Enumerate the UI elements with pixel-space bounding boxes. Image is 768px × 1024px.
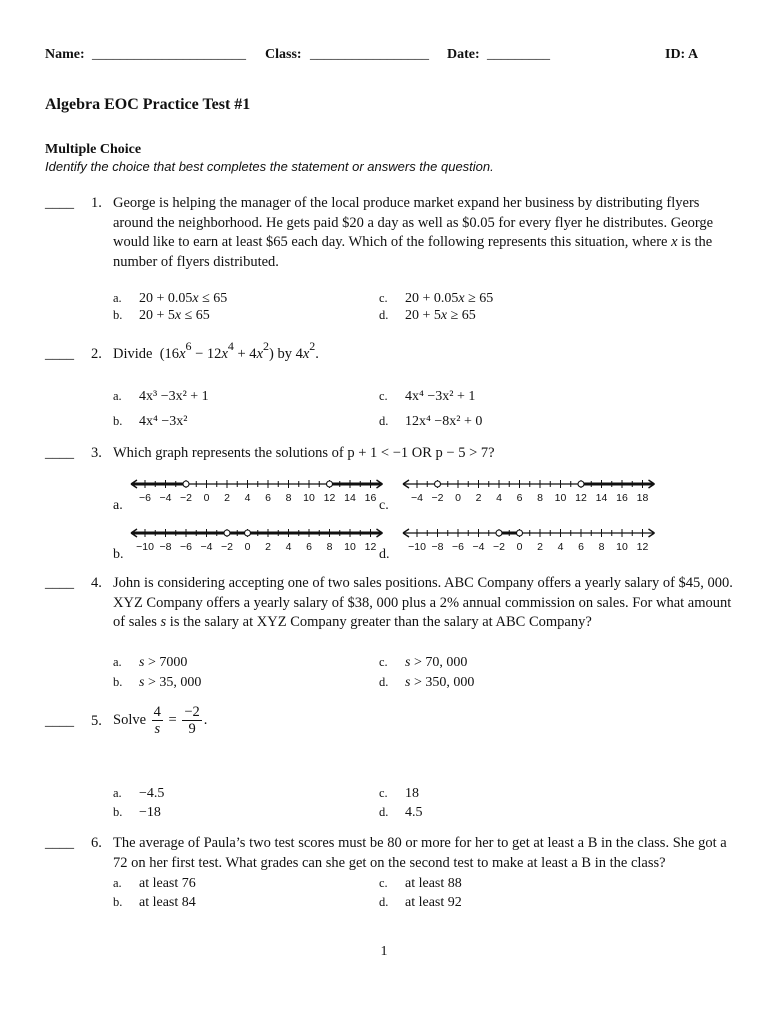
number-line-c[interactable] bbox=[399, 476, 689, 508]
tick-label: −2 bbox=[431, 492, 444, 504]
tick-label: 12 bbox=[636, 541, 649, 553]
question-stem: Which graph represents the solutions of p + 1 < −1 OR p − 5 > 7? bbox=[113, 445, 495, 461]
tick-label: 6 bbox=[306, 541, 312, 553]
tick-label: −6 bbox=[139, 492, 151, 504]
question-number: 4. bbox=[91, 575, 102, 591]
tick-label: −4 bbox=[200, 541, 213, 553]
answer-blank[interactable]: ____ bbox=[45, 445, 74, 461]
tick-label: 12 bbox=[323, 492, 336, 504]
open-point bbox=[435, 481, 441, 487]
tick-label: −8 bbox=[159, 541, 172, 553]
question-5 bbox=[45, 704, 745, 824]
fraction-lhs: $\frac{4}{s}$ bbox=[153, 704, 161, 737]
tick-label: 10 bbox=[344, 541, 356, 553]
question-6 bbox=[45, 834, 745, 914]
tick-label: 4 bbox=[496, 492, 502, 504]
tick-label: −4 bbox=[472, 541, 485, 553]
section-heading: Multiple Choice bbox=[45, 142, 142, 157]
tick-label: 8 bbox=[326, 541, 333, 553]
question-stem: George is helping the manager of the local produce market expand her business by distributing flyers around the neighborhood. He gets paid $20 a day as well as $0.05 for every flyer he distributes. George would like to earn at least $65 each day. Which of the following represents this situation, where x is the number of flyers distributed. bbox=[113, 195, 714, 270]
question-2 bbox=[45, 339, 745, 435]
choice-d-letter[interactable]: d. bbox=[379, 547, 390, 562]
question-stem: Solve $\frac{4}{s}$ = $\frac{-2}{9}$ . bbox=[113, 704, 208, 737]
tick-label: 8 bbox=[285, 492, 292, 504]
question-number: 3. bbox=[91, 445, 102, 461]
tick-label: 14 bbox=[344, 492, 356, 504]
choice-a[interactable]: a. 20 + 0.05x ≤ 65 bbox=[113, 291, 228, 306]
choice-b-letter[interactable]: b. bbox=[113, 547, 124, 562]
choice-b[interactable]: b. 4x⁴ −3x² bbox=[113, 414, 188, 429]
choice-b[interactable]: b. at least 84 bbox=[113, 895, 196, 910]
tick-label: −4 bbox=[159, 492, 172, 504]
answer-blank[interactable]: ____ bbox=[45, 713, 74, 729]
choice-b[interactable]: b. −18 bbox=[113, 805, 161, 820]
question-stem: Divide $(16x^6 - 12x^4 + 4x^2)$ by $4x^2$. bbox=[113, 339, 319, 362]
page-title: Algebra EOC Practice Test #1 bbox=[45, 96, 251, 113]
choice-a-letter[interactable]: a. bbox=[113, 498, 123, 513]
tick-label: 8 bbox=[537, 492, 543, 504]
open-point bbox=[496, 530, 502, 536]
choice-c[interactable]: c. s > 70, 000 bbox=[379, 655, 468, 670]
tick-label: −2 bbox=[180, 492, 192, 504]
choice-d[interactable]: d. 20 + 5x ≥ 65 bbox=[379, 308, 476, 323]
tick-label: 16 bbox=[616, 492, 628, 504]
tick-label: 6 bbox=[265, 492, 271, 504]
open-point bbox=[245, 530, 251, 536]
tick-label: 16 bbox=[364, 492, 377, 504]
tick-label: 10 bbox=[303, 492, 315, 504]
tick-label: 4 bbox=[244, 492, 251, 504]
choice-a[interactable]: a. −4.5 bbox=[113, 786, 165, 801]
tick-label: 2 bbox=[224, 492, 230, 504]
class-label: Class: bbox=[265, 47, 302, 62]
tick-label: −8 bbox=[431, 541, 444, 553]
date-label: Date: bbox=[447, 47, 480, 62]
answer-blank[interactable]: ____ bbox=[45, 346, 74, 362]
tick-label: 10 bbox=[554, 492, 567, 504]
open-point bbox=[517, 530, 523, 536]
tick-label: 12 bbox=[575, 492, 587, 504]
choice-a[interactable]: a. at least 76 bbox=[113, 876, 196, 891]
tick-label: 14 bbox=[595, 492, 608, 504]
choice-d[interactable]: d. 4.5 bbox=[379, 805, 423, 820]
tick-label: −10 bbox=[408, 541, 426, 553]
tick-label: 8 bbox=[598, 541, 605, 553]
tick-label: −2 bbox=[493, 541, 505, 553]
question-number: 1. bbox=[91, 195, 102, 211]
tick-label: −6 bbox=[180, 541, 192, 553]
answer-blank[interactable]: ____ bbox=[45, 575, 74, 591]
question-number: 5. bbox=[91, 713, 102, 729]
answer-blank[interactable]: ____ bbox=[45, 835, 74, 851]
name-label: Name: bbox=[45, 47, 85, 62]
tick-label: 10 bbox=[616, 541, 628, 553]
class-field[interactable]: _________________ bbox=[310, 47, 429, 62]
choice-c[interactable]: c. 18 bbox=[379, 786, 419, 801]
tick-label: 12 bbox=[364, 541, 377, 553]
choice-c[interactable]: c. 4x⁴ −3x² + 1 bbox=[379, 389, 476, 404]
date-field[interactable]: _________ bbox=[487, 47, 550, 62]
choice-c[interactable]: c. 20 + 0.05x ≥ 65 bbox=[379, 291, 494, 306]
open-point bbox=[224, 530, 230, 536]
choice-d[interactable]: d. at least 92 bbox=[379, 895, 462, 910]
choice-a[interactable]: a. s > 7000 bbox=[113, 655, 188, 670]
answer-blank[interactable]: ____ bbox=[45, 195, 74, 211]
fraction-rhs: $\frac{-2}{9}$ bbox=[184, 704, 200, 737]
question-number: 2. bbox=[91, 346, 102, 362]
question-number: 6. bbox=[91, 835, 102, 851]
tick-label: 0 bbox=[516, 541, 523, 553]
tick-label: 0 bbox=[455, 492, 461, 504]
number-line-b[interactable] bbox=[127, 525, 417, 557]
open-point bbox=[183, 481, 189, 487]
tick-label: −2 bbox=[221, 541, 233, 553]
tick-label: −6 bbox=[452, 541, 464, 553]
page-number: 1 bbox=[380, 944, 388, 959]
id-label: ID: A bbox=[665, 47, 699, 62]
tick-label: 4 bbox=[285, 541, 292, 553]
choice-d[interactable]: d. 12x⁴ −8x² + 0 bbox=[379, 414, 483, 429]
tick-label: 2 bbox=[265, 541, 271, 553]
number-line-a[interactable] bbox=[127, 476, 417, 508]
number-line-d[interactable] bbox=[399, 525, 689, 557]
tick-label: 0 bbox=[244, 541, 251, 553]
open-point bbox=[327, 481, 333, 487]
tick-label: −4 bbox=[411, 492, 423, 504]
tick-label: 2 bbox=[475, 492, 482, 504]
choice-c[interactable]: c. at least 88 bbox=[379, 876, 462, 891]
tick-label: 6 bbox=[516, 492, 523, 504]
instructions: Identify the choice that best completes the statement or answers the question. bbox=[45, 159, 494, 174]
question-stem: The average of Paula’s two test scores must be 80 or more for her to get at least a B in the class. She got a 72 on her first test. What grades can she get on the second test to make at least a B in the class? bbox=[113, 835, 727, 871]
tick-label: 0 bbox=[203, 492, 210, 504]
choice-d[interactable]: d. s > 350, 000 bbox=[379, 675, 475, 690]
question-3 bbox=[45, 444, 745, 564]
choice-a[interactable]: a. 4x³ −3x² + 1 bbox=[113, 389, 209, 404]
question-4 bbox=[45, 574, 745, 694]
question-1 bbox=[45, 194, 745, 324]
choice-b[interactable]: b. s > 35, 000 bbox=[113, 675, 202, 690]
tick-label: −10 bbox=[136, 541, 154, 553]
question-stem: John is considering accepting one of two sales positions. ABC Company offers a yearly salary of $45, 000. XYZ Company offers a yearly salary of $38, 000 plus a 2% annual commission on sales. For what amount of sales s is the salary at XYZ Company greater than the salary at ABC Company? bbox=[113, 575, 733, 630]
open-point bbox=[578, 481, 584, 487]
name-field[interactable]: ______________________ bbox=[92, 47, 246, 62]
tick-label: 18 bbox=[636, 492, 649, 504]
choice-c-letter[interactable]: c. bbox=[379, 498, 389, 513]
tick-label: 6 bbox=[578, 541, 584, 553]
choice-b[interactable]: b. 20 + 5x ≤ 65 bbox=[113, 308, 210, 323]
tick-label: 4 bbox=[557, 541, 564, 553]
tick-label: 2 bbox=[537, 541, 543, 553]
